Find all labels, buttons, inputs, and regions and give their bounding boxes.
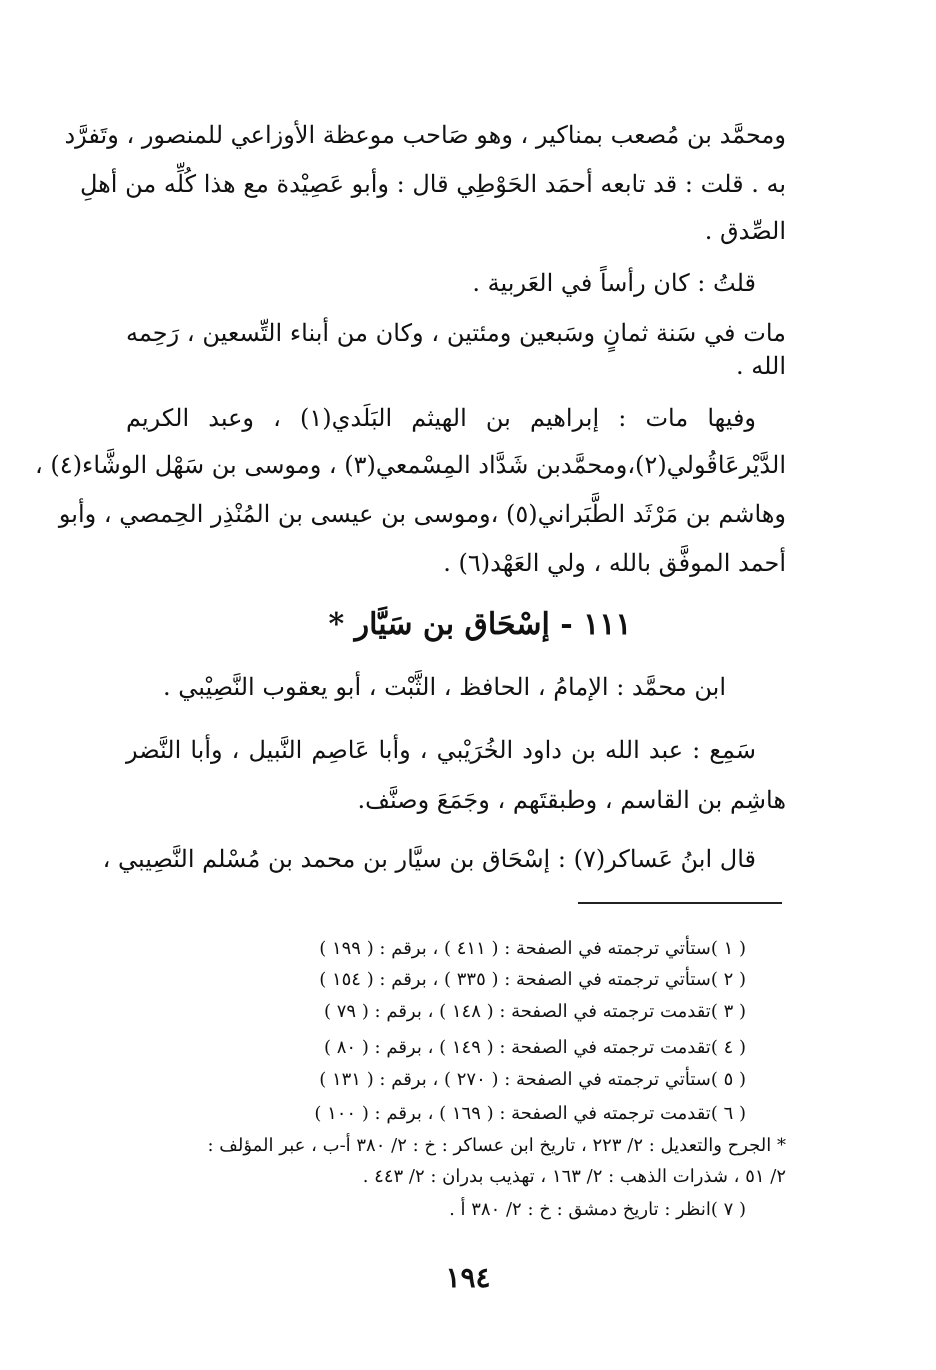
body-line: أحمد الموفَّق بالله ، ولي العَهْد(٦) . xyxy=(443,549,786,577)
footnote: ٢/ ٥١ ، شذرات الذهب : ٢/ ١٦٣ ، تهذيب بدران : ٢/ ٤٤٣ . xyxy=(362,1166,786,1187)
body-line: ابن محمَّد : الإمامُ ، الحافظ ، الثَّبْت ، أبو يعقوب النَّصِيْبي . xyxy=(162,673,726,701)
body-line: ومحمَّد بن مُصعب بمناكير ، وهو صَاحب موعظة الأوزاعي للمنصور ، وتَفرَّد xyxy=(64,121,786,149)
body-line: الله . xyxy=(735,352,786,380)
footnote-divider xyxy=(578,902,782,904)
body-line: مات في سَنة ثمانٍ وسَبعين ومئتين ، وكان من أبناء التِّسعين ، رَحِمه xyxy=(126,319,786,347)
footnote: ( ١ )ستأتي ترجمته في الصفحة : ( ٤١١ ) ، برقم : ( ١٩٩ ) xyxy=(319,938,746,959)
footnote: ( ٣ )تقدمت ترجمته في الصفحة : ( ١٤٨ ) ، برقم : ( ٧٩ ) xyxy=(324,1001,746,1022)
body-line: هاشِم بن القاسم ، وطبقتَهم ، وجَمَعَ وصنَّف. xyxy=(357,786,786,814)
footnote: ( ٥ )ستأتي ترجمته في الصفحة : ( ٢٧٠ ) ، برقم : ( ١٣١ ) xyxy=(319,1069,746,1090)
body-line: به . قلت : قد تابعه أحمَد الحَوْطِي قال : وأبو عَصِيْدة مع هذا كُلِّه من أهلِ xyxy=(79,170,786,198)
page-number: ١٩٤ xyxy=(445,1261,491,1294)
body-line: سَمِع : عبد الله بن داود الخُرَيْبي ، وأبا عَاصِم النَّبيل ، وأبا النَّضر xyxy=(126,736,756,764)
footnote: ( ٧ )انظر : تاريخ دمشق : خ : ٢/ ٣٨٠ أ . xyxy=(449,1199,746,1220)
footnote: ( ٦ )تقدمت ترجمته في الصفحة : ( ١٦٩ ) ، برقم : ( ١٠٠ ) xyxy=(314,1103,746,1124)
footnote: ( ٤ )تقدمت ترجمته في الصفحة : ( ١٤٩ ) ، برقم : ( ٨٠ ) xyxy=(324,1037,746,1058)
body-line: قلتُ : كان رأساً في العَربية . xyxy=(472,269,756,297)
footnote: * الجرح والتعديل : ٢/ ٢٢٣ ، تاريخ ابن عساكر : خ : ٢/ ٣٨٠ أ-ب ، عبر المؤلف : xyxy=(207,1135,786,1156)
body-line: قال ابنُ عَساكر(٧) : إسْحَاق بن سيَّار بن محمد بن مُسْلم النَّصِيبي ، xyxy=(102,845,756,873)
footnote: ( ٢ )ستأتي ترجمته في الصفحة : ( ٣٣٥ ) ، برقم : ( ١٥٤ ) xyxy=(319,969,746,990)
body-line: وفيها مات : إبراهيم بن الهيثم البَلَدي(١) ، وعبد الكريم xyxy=(126,404,757,432)
body-line: الدَّيْرعَاقُولي(٢)،ومحمَّدبن شَدَّاد المِسْمعي(٣) ، وموسى بن سَهْل الوشَّاء(٤) ، xyxy=(35,451,786,479)
body-line: وهاشم بن مَرْثَد الطَّبَراني(٥) ،وموسى بن عيسى بن المُنْذِر الحِمصي ، وأبو xyxy=(58,500,786,528)
section-heading: ١١١ - إسْحَاق بن سَيَّار * xyxy=(328,607,632,642)
body-line: الصِّدق . xyxy=(704,217,786,245)
